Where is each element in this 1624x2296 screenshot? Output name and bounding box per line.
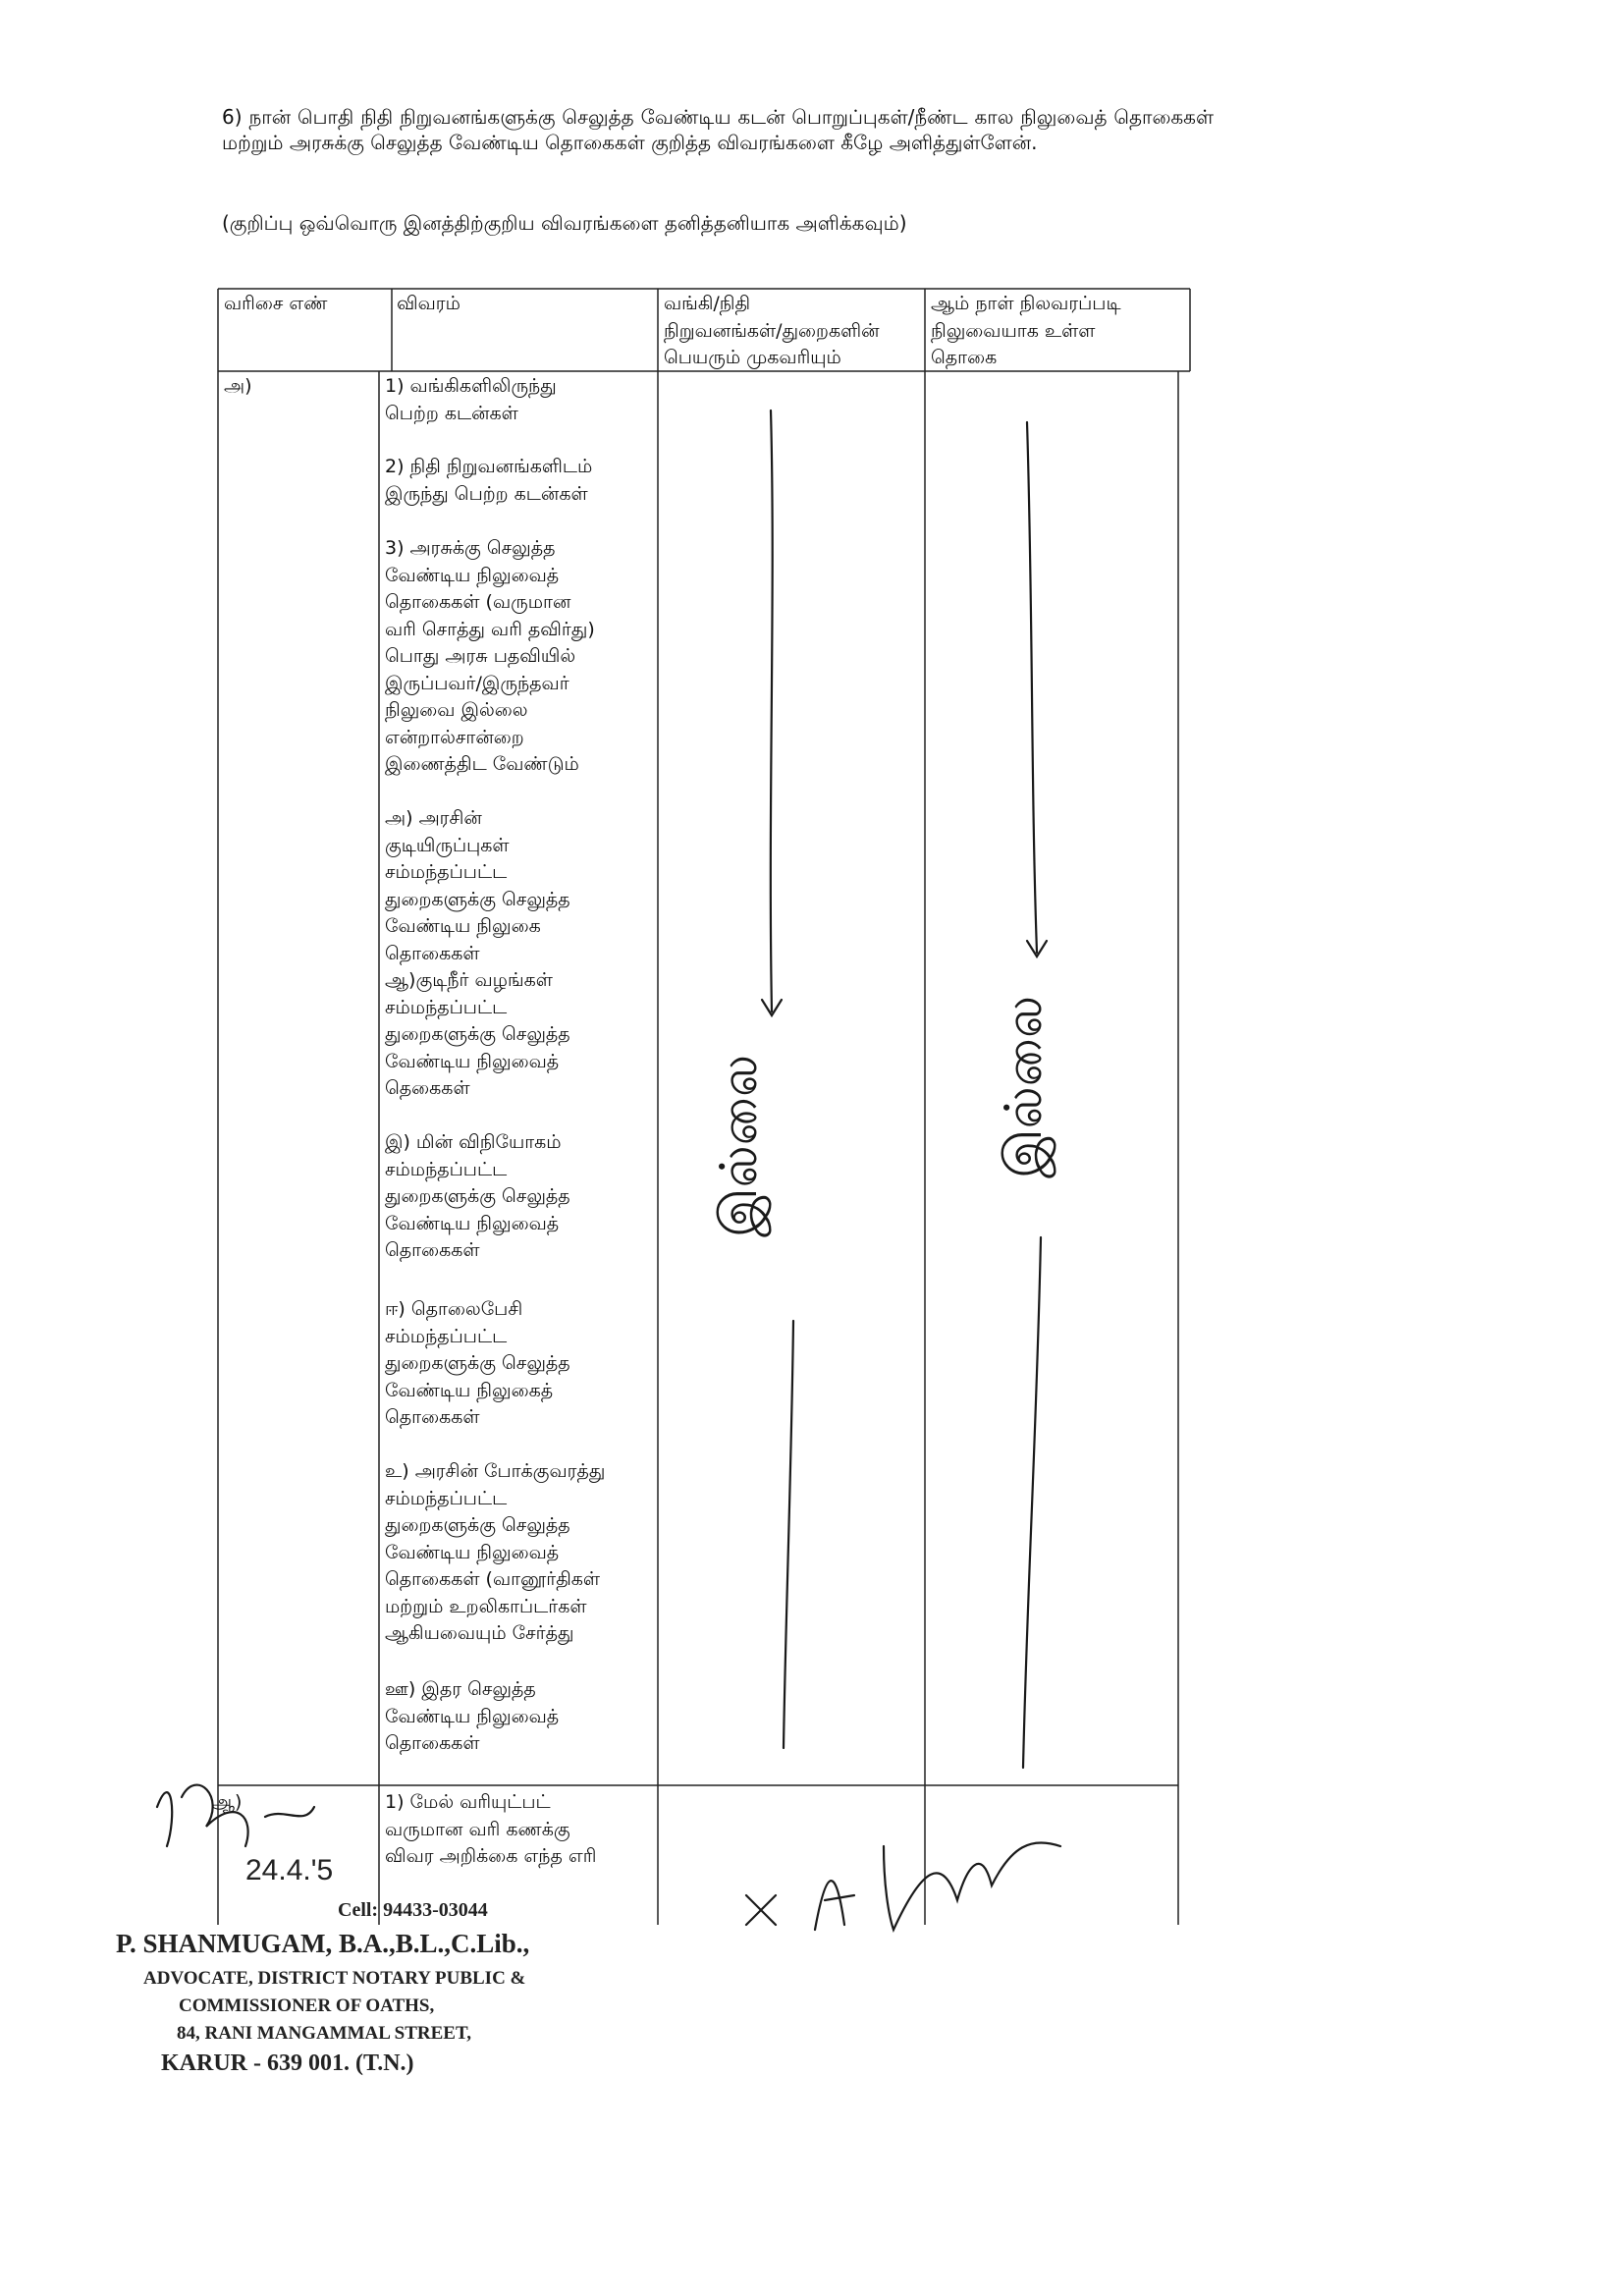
bank-column-stroke-top xyxy=(771,410,773,1011)
header-details: விவரம் xyxy=(397,293,460,314)
signature-stroke xyxy=(746,1842,1060,1930)
header-serial: வரிசை எண் xyxy=(224,293,328,314)
stamp-date: 24.4.'5 xyxy=(245,1854,334,1886)
bank-column-stroke-bottom xyxy=(784,1321,793,1748)
amount-handwritten-nil: இல்லை xyxy=(995,995,1054,1178)
stamp-line-2: COMMISSIONER OF OATHS, xyxy=(179,1995,435,2016)
row-a-item-3: 3) அரசுக்கு செலுத்த வேண்டிய நிலுவைத் தொகைகள் (வருமான வரி சொத்து வரி தவிர்து) பொது அரசு பதவியில் இருப்பவர்/இருந்தவர் நிலுவை இல்லை என்றால்சான்றை இணைத்திட வேண்டும் xyxy=(385,537,595,775)
row-a-serial: அ) xyxy=(224,375,252,397)
row-aa-serial: ஆ) xyxy=(211,1791,243,1813)
stamp-name: P. SHANMUGAM, B.A.,B.L.,C.Lib., xyxy=(116,1929,530,1958)
bank-handwritten-nil: இல்லை xyxy=(710,1054,769,1237)
intro-paragraph: 6) நான் பொதி நிதி நிறுவனங்களுக்கு செலுத்த வேண்டிய கடன் பொறுப்புகள்/நீண்ட கால நிலுவைத் தொகைகள் மற்றும் அரசுக்கு செலுத்த வேண்டிய தொகைகள் குறித்த விவரங்களை கீழே அளித்துள்ளேன். xyxy=(222,105,1214,154)
stamp-line-1: ADVOCATE, DISTRICT NOTARY PUBLIC & xyxy=(143,1968,526,1989)
row-a-item-8: ஊ) இதர செலுத்த வேண்டிய நிலுவைத் தொகைகள் xyxy=(385,1678,560,1754)
row-a-item-6: ஈ) தொலைபேசி சம்மந்தப்பட்ட துறைகளுக்கு செலுத்த வேண்டிய நிலுகைத் தொகைகள் xyxy=(385,1298,570,1428)
row-a-item-1: 1) வங்கிகளிலிருந்து பெற்ற கடன்கள் xyxy=(385,375,557,424)
header-amount: ஆம் நாள் நிலவரப்படி நிலுவையாக உள்ள தொகை xyxy=(931,293,1121,368)
stamp-line-3: 84, RANI MANGAMMAL STREET, xyxy=(177,2023,471,2044)
row-a-item-2: 2) நிதி நிறுவனங்களிடம் இருந்து பெற்ற கடன்கள் xyxy=(385,456,593,505)
note-paragraph: (குறிப்பு ஒவ்வொரு இனத்திற்குறிய விவரங்களை தனித்தனியாக அளிக்கவும்) xyxy=(222,211,907,235)
header-bank: வங்கி/நிதி நிறுவனங்கள்/துறைகளின் பெயரும் முகவரியும் xyxy=(664,293,880,368)
stamp-line-4: KARUR - 639 001. (T.N.) xyxy=(161,2050,414,2076)
row-a-item-7: உ) அரசின் போக்குவரத்து சம்மந்தப்பட்ட துறைகளுக்கு செலுத்த வேண்டிய நிலுவைத் தொகைகள் (வானூர்திகள் மற்றும் உறலிகாப்டர்கள் ஆகியவையும் சேர்த்து xyxy=(385,1460,606,1644)
row-a-item-4: அ) அரசின் குடியிருப்புகள் சம்மந்தப்பட்ட துறைகளுக்கு செலுத்த வேண்டிய நிலுகை தொகைகள் ஆ)குடிநீர் வழங்கள் சம்மந்தப்பட்ட துறைகளுக்கு செலுத்த வேண்டிய நிலுவைத் தெகைகள் xyxy=(385,807,570,1099)
amount-column-stroke-top xyxy=(1027,422,1037,953)
row-aa-item-1: 1) மேல் வரியுட்பட் வருமான வரி கணக்கு விவர அறிக்கை எந்த எரி xyxy=(385,1791,597,1867)
stamp-cell: Cell: 94433-03044 xyxy=(338,1899,488,1921)
row-a-item-5: இ) மின் விநியோகம் சம்மந்தப்பட்ட துறைகளுக்கு செலுத்த வேண்டிய நிலுவைத் தொகைகள் xyxy=(385,1131,570,1261)
amount-column-stroke-bottom xyxy=(1023,1237,1041,1768)
